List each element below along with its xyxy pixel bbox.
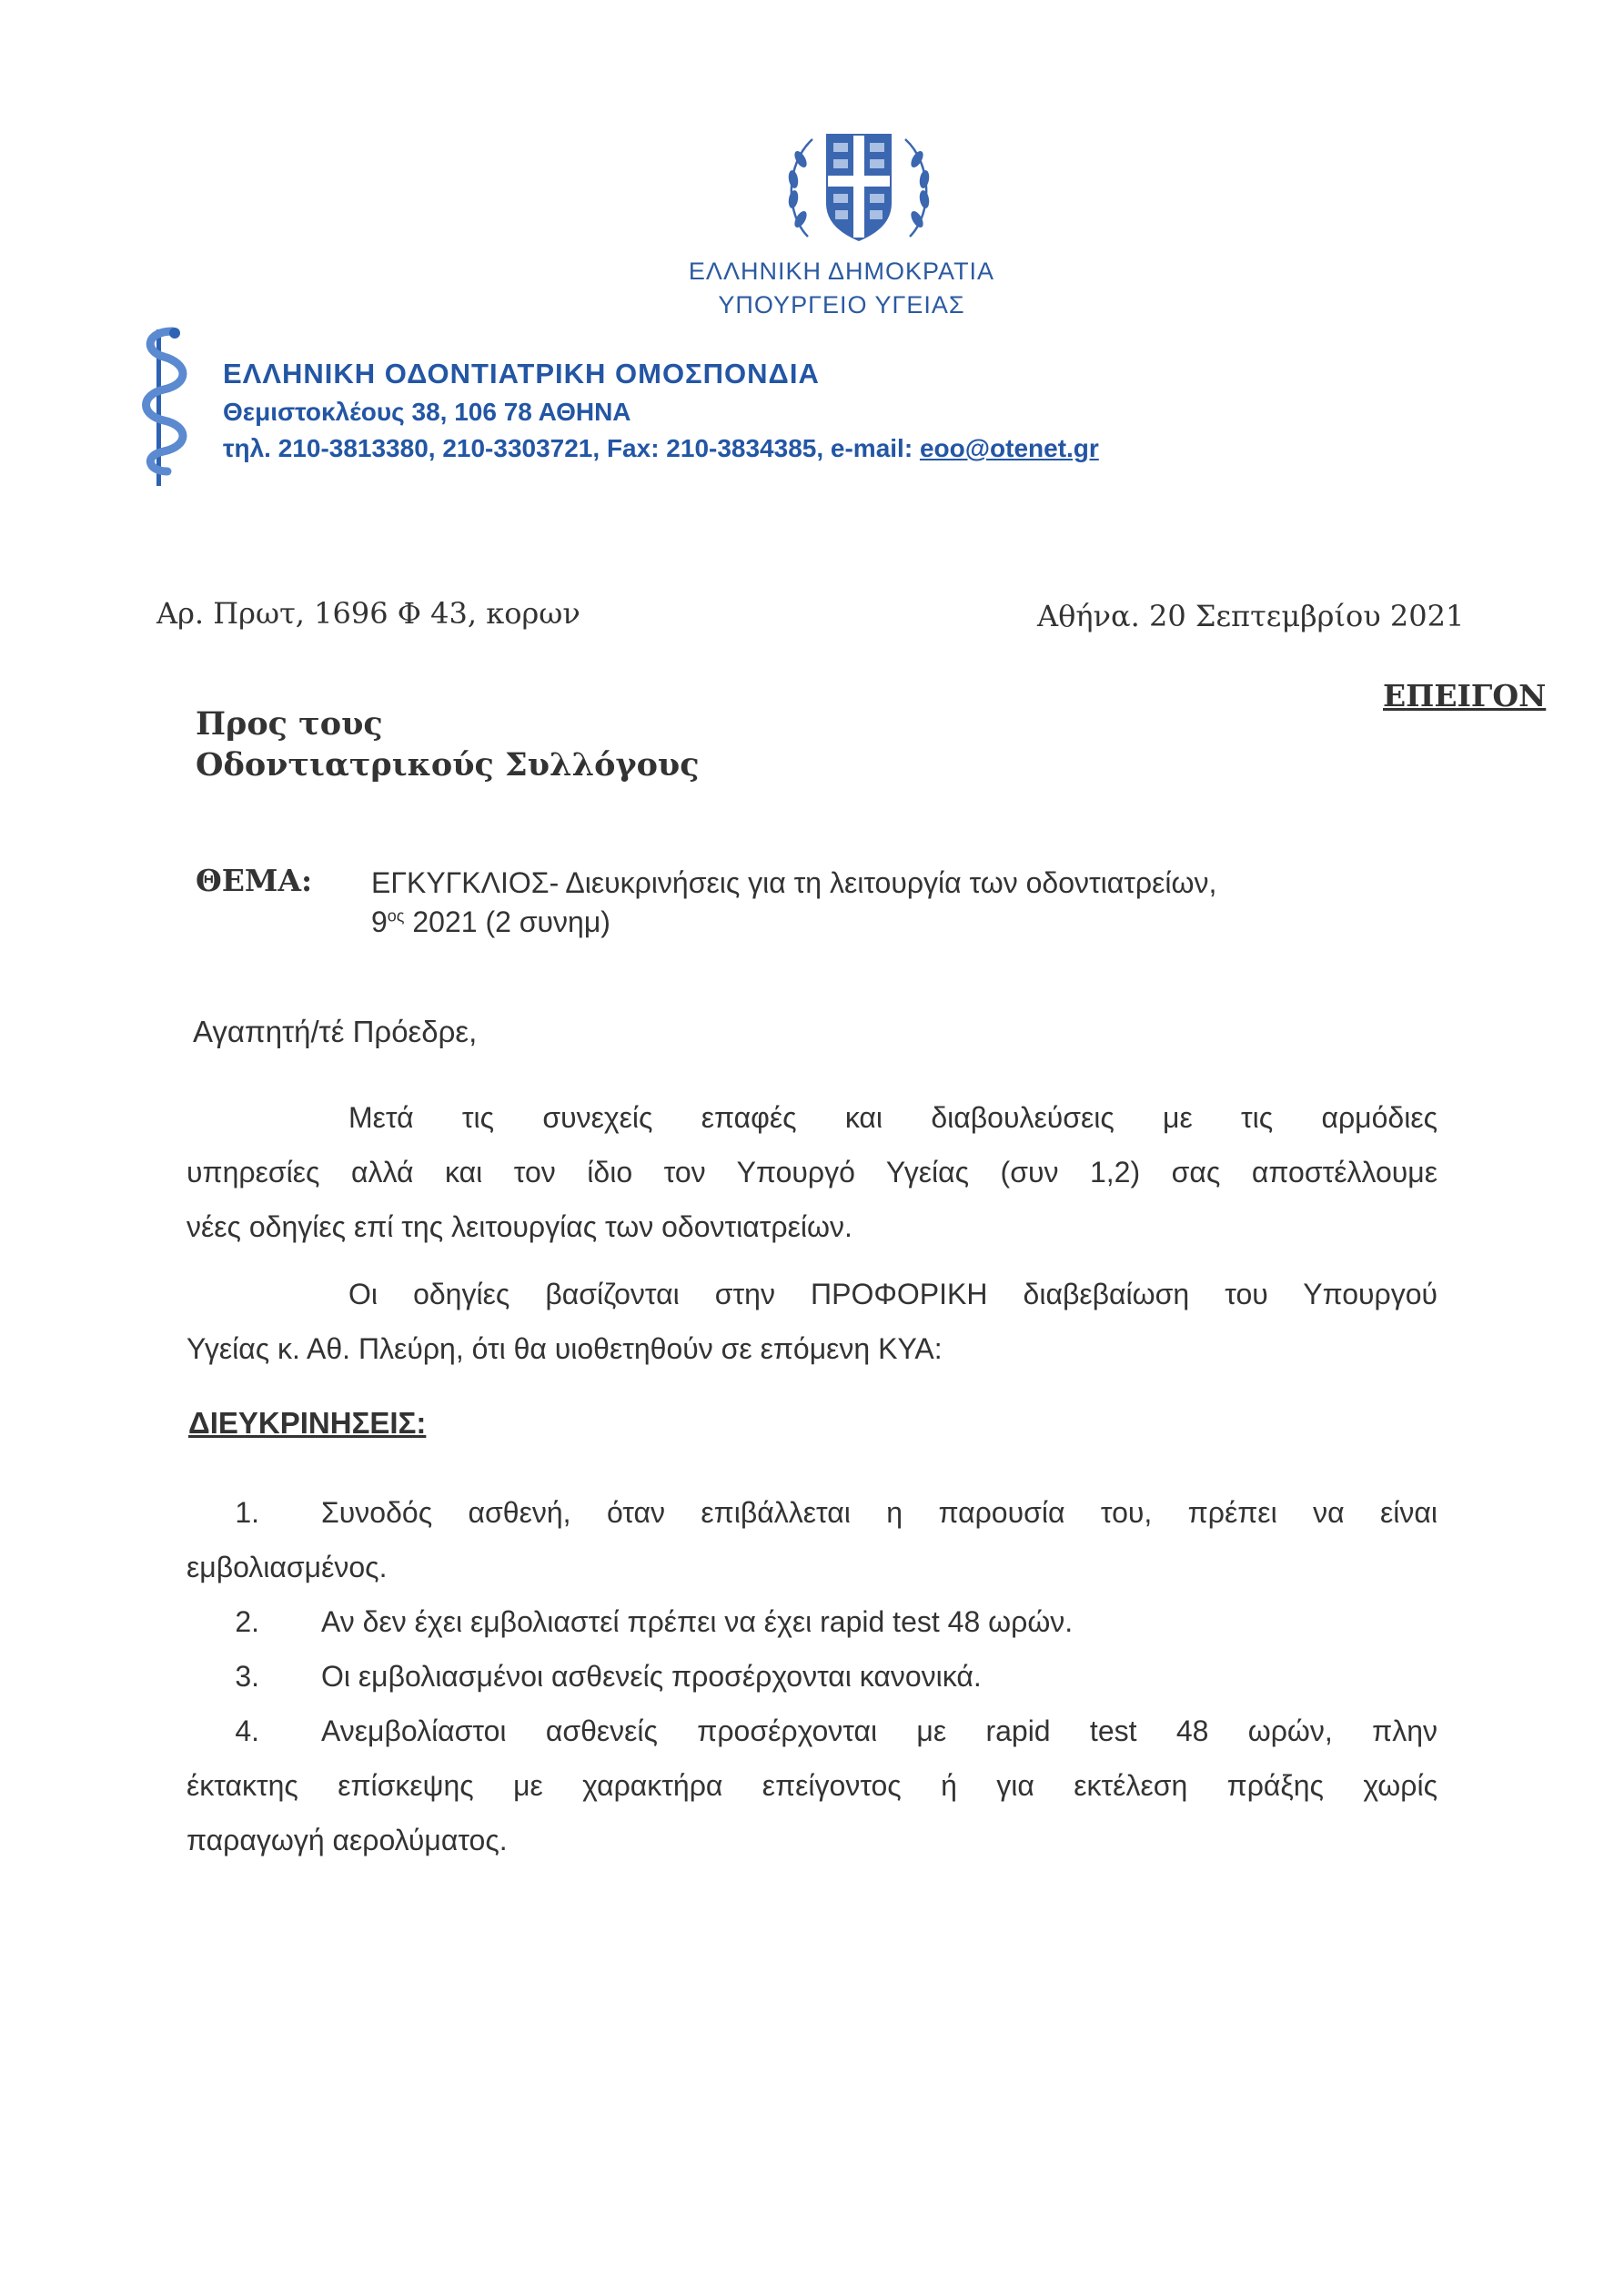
email-link[interactable]: eoo@otenet.gr [919,434,1099,462]
item-text: Ανεμβολίαστοι ασθενείς προσέρχονται με rapid test 48 ωρών, πλην [321,1714,1437,1747]
item-number: 2. [235,1605,259,1638]
ministry-header-line1: ΕΛΛΗΝΙΚΗ ΔΗΜΟΚΡΑΤΙΑ [688,258,995,285]
salutation: Αγαπητή/τέ Πρόεδρε, [193,1015,478,1048]
clarifications-list [187,1485,1437,1867]
list-item [187,1649,1437,1704]
greek-state-emblem [781,123,937,250]
item-continuation: παραγωγή αερολύματος. [187,1824,508,1856]
subject-line2 [371,905,610,939]
subject-number-suffix: ος [387,906,405,925]
paragraph-2-line-2: Υγείας κ. Αθ. Πλεύρη, ότι θα υιοθετηθούν σε επόμενη ΚΥΑ: [187,1332,943,1365]
list-item-first-line [187,1485,1437,1540]
list-item-first-line [187,1704,1437,1758]
item-number: 4. [235,1714,259,1747]
protocol-reference: Αρ. Πρωτ, 1696 Φ 43, κορων [156,596,580,631]
subject-number: 9 [371,905,388,938]
rod-of-asclepius-logo [136,326,200,490]
paragraph-1 [187,1090,1437,1254]
item-number: 1. [235,1496,259,1529]
federation-contact [223,434,1099,463]
subject-label: ΘΕΜΑ: [196,863,313,898]
ministry-header-line2: ΥΠΟΥΡΓΕΙΟ ΥΓΕΙΑΣ [718,291,965,319]
clarifications-heading: ΔΙΕΥΚΡΙΝΗΣΕΙΣ: [188,1406,427,1440]
urgent-label: ΕΠΕΙΓΟΝ [1383,678,1547,713]
document-date: Αθήνα. 20 Σεπτεμβρίου 2021 [1037,599,1465,633]
federation-name: ΕΛΛΗΝΙΚΗ ΟΔΟΝΤΙΑΤΡΙΚΗ ΟΜΟΣΠΟΝΔΙΑ [223,358,820,389]
list-item [187,1704,1437,1867]
item-text: Οι εμβολιασμένοι ασθενείς προσέρχονται κανονικά. [321,1660,982,1693]
paragraph-2 [187,1267,1437,1376]
contact-details: τηλ. 210-3813380, 210-3303721, Fax: 210-3834385, e-mail: [223,434,920,462]
recipient-line1: Προς τους [196,705,383,743]
subject-line1: ΕΓΚΥΓΚΛΙΟΣ- Διευκρινήσεις για τη λειτουργία των οδοντιατρείων, [371,866,1217,899]
list-item [187,1594,1437,1649]
subject-rest: 2021 (2 συνημ) [404,905,610,938]
item-number: 3. [235,1660,259,1693]
federation-address: Θεμιστοκλέους 38, 106 78 ΑΘΗΝΑ [223,398,631,426]
paragraph-1-line-1: Μετά τις συνεχείς επαφές και διαβουλεύσεις με τις αρμόδιες [348,1101,1437,1134]
item-text: Αν δεν έχει εμβολιαστεί πρέπει να έχει rapid test 48 ωρών. [321,1605,1074,1638]
item-continuation: εμβολιασμένος. [187,1551,388,1583]
item-continuation: έκτακτης επίσκεψης με χαρακτήρα επείγοντος ή για εκτέλεση πράξης χωρίς [187,1769,1437,1802]
paragraph-1-line-2: υπηρεσίες αλλά και τον ίδιο τον Υπουργό Υγείας (συν 1,2) σας αποστέλλουμε [187,1156,1437,1188]
list-item [187,1485,1437,1594]
recipient-line2: Οδοντιατρικούς Συλλόγους [196,746,700,784]
paragraph-2-line-1: Οι οδηγίες βασίζονται στην ΠΡΟΦΟΡΙΚΗ διαβεβαίωση του Υπουργού [348,1278,1437,1310]
item-text: Συνοδός ασθενή, όταν επιβάλλεται η παρουσία του, πρέπει να είναι [321,1496,1437,1529]
paragraph-1-line-3: νέες οδηγίες επί της λειτουργίας των οδοντιατρείων. [187,1210,852,1243]
